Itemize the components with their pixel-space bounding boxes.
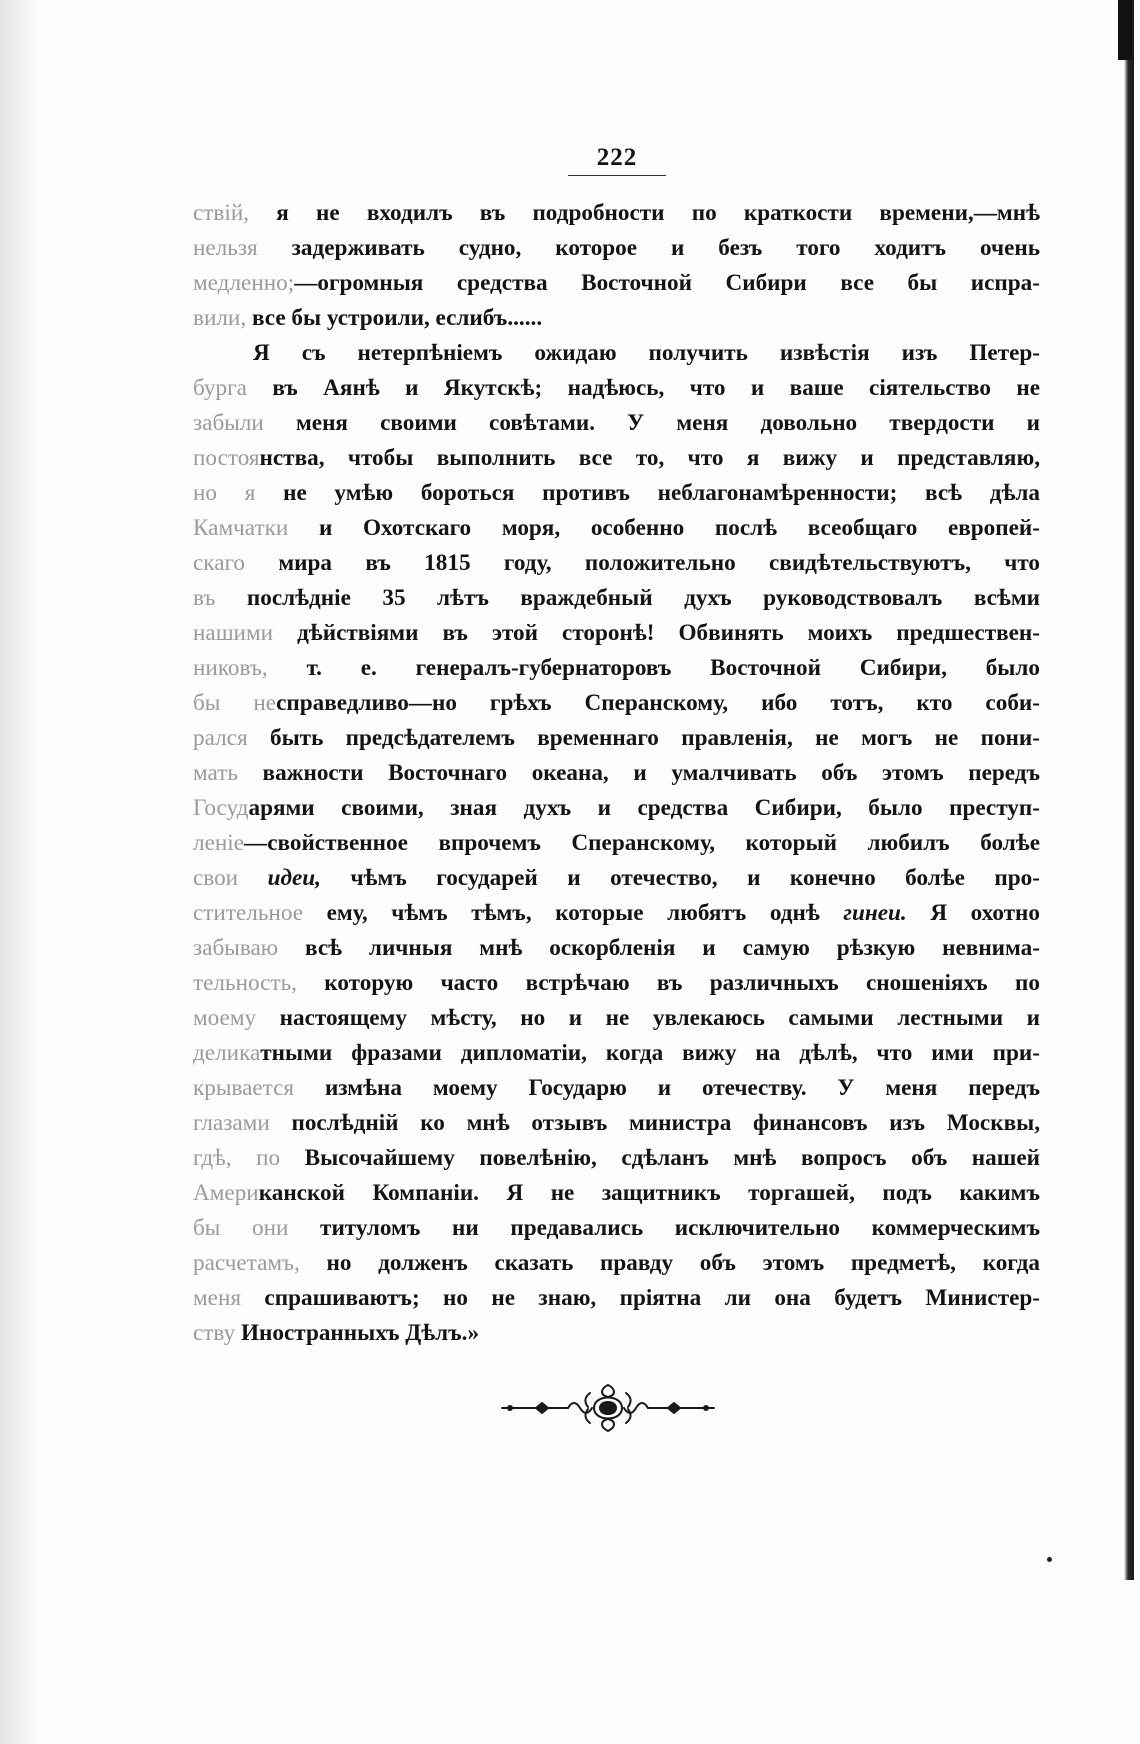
page-edge-tip (1118, 0, 1132, 60)
faded-line-start: свои (193, 865, 239, 891)
line-text: и Охотскаго моря, особенно послѣ всеобщаго европей- (288, 515, 1040, 541)
italic-word: идеи, (267, 865, 321, 891)
line-text: задерживать судно, которое и безъ того ходитъ очень (257, 235, 1040, 261)
line-text (238, 865, 267, 891)
text-line (193, 266, 1040, 301)
text-line (193, 931, 1040, 966)
line-text: титуломъ ни предавались исключительно коммерческимъ (288, 1215, 1040, 1241)
page-number: 222 (596, 144, 638, 171)
faded-line-start: Госуд (193, 795, 249, 821)
faded-line-start: крывается (193, 1075, 295, 1101)
faded-line-start: Амери (193, 1180, 259, 1206)
line-text: канской Компаніи. Я не защитникъ торгашей, подъ какимъ (258, 1180, 1040, 1206)
line-text: дѣйствіями въ этой сторонѣ! Обвинять моихъ предшествен- (273, 620, 1040, 646)
line-text: которую часто встрѣчаю въ различныхъ сношеніяхъ по (296, 970, 1040, 996)
text-line (193, 651, 1040, 686)
faded-line-start: ствій, (193, 200, 250, 226)
text-line (193, 686, 1040, 721)
faded-line-start: въ (193, 585, 216, 611)
faded-line-start: нельзя (193, 235, 258, 261)
faded-line-start: меня (193, 1285, 242, 1311)
text-line (193, 1176, 1040, 1211)
text-line (193, 861, 1040, 896)
faded-line-start: стительное (193, 900, 303, 926)
text-line (193, 196, 1040, 231)
gutter-shadow (0, 0, 42, 1744)
text-line (193, 301, 1040, 336)
italic-word: гинеи. (843, 900, 907, 926)
text-line (193, 826, 1040, 861)
text-line (193, 1281, 1040, 1316)
line-text: я не входилъ въ подробности по краткости времени,—мнѣ (249, 200, 1040, 226)
faded-line-start: гдѣ, по (193, 1145, 281, 1171)
line-text: тными фразами дипломатіи, когда вижу на дѣлѣ, что ими при- (260, 1040, 1040, 1066)
line-text: измѣна моему Государю и отечеству. У меня передъ (294, 1075, 1040, 1101)
text-line (193, 966, 1040, 1001)
text-line (193, 371, 1040, 406)
text-line (193, 896, 1040, 931)
faded-line-start: никовъ, (193, 655, 268, 681)
faded-line-start: делика (193, 1040, 261, 1066)
faded-line-start: вили, (193, 305, 247, 331)
line-text: послѣдніе 35 лѣтъ враждебный духъ руководствовалъ всѣми (215, 585, 1040, 611)
line-text: важности Восточнаго океана, и умалчивать объ этомъ передъ (237, 760, 1040, 786)
page-edge (1124, 0, 1134, 1580)
header-rule (568, 175, 666, 176)
line-text: нства, чтобы выполнить все то, что я вижу и представляю, (259, 445, 1040, 471)
page-header (568, 143, 666, 176)
faded-line-start: глазами (193, 1110, 270, 1136)
text-line (193, 336, 1040, 371)
line-text: Иностранныхъ Дѣлъ.» (235, 1320, 480, 1346)
text-line (193, 1211, 1040, 1246)
text-line (193, 1106, 1040, 1141)
faded-line-start: Камчатки (193, 515, 289, 541)
line-text: —огромныя средства Восточной Сибири все бы испра- (294, 270, 1040, 296)
faded-line-start: моему (193, 1005, 257, 1031)
text-line (193, 1071, 1040, 1106)
line-text: ему, чѣмъ тѣмъ, которые любятъ однѣ (302, 900, 844, 926)
line-text: арями своими, зная духъ и средства Сибири, было преступ- (248, 795, 1040, 821)
text-line (193, 511, 1040, 546)
line-text: т. е. генералъ-губернаторовъ Восточной Сибири, было (267, 655, 1040, 681)
text-line (193, 791, 1040, 826)
faded-line-start: забываю (193, 935, 279, 961)
text-line (193, 1141, 1040, 1176)
text-line (193, 581, 1040, 616)
body-text (193, 196, 1040, 1351)
line-text: меня своими совѣтами. У меня довольно твердости и (263, 410, 1040, 436)
text-line (193, 756, 1040, 791)
faded-line-start: бы не (193, 690, 277, 716)
faded-line-start: расчетамъ, (193, 1250, 300, 1276)
line-text: справедливо—но грѣхъ Сперанскому, ибо тотъ, кто соби- (276, 690, 1040, 716)
text-line (193, 406, 1040, 441)
line-text-rest: чѣмъ государей и отечество, и конечно болѣе про- (320, 865, 1040, 891)
line-text: —свойственное впрочемъ Сперанскому, который любилъ болѣе (244, 830, 1040, 856)
text-line (193, 1001, 1040, 1036)
text-line (193, 1246, 1040, 1281)
faded-line-start: тельность, (193, 970, 297, 996)
faded-line-start: ству (193, 1320, 236, 1346)
line-text: въ Аянѣ и Якутскѣ; надѣюсь, что и ваше сіятельство не (246, 375, 1040, 401)
faded-line-start: забыли (193, 410, 264, 436)
faded-line-start: рался (193, 725, 248, 751)
text-line (193, 1036, 1040, 1071)
line-text: Я съ нетерпѣніемъ ожидаю получить извѣстія изъ Петер- (253, 340, 1040, 366)
faded-line-start: но я (193, 480, 256, 506)
text-line (193, 1316, 1040, 1351)
text-line (193, 476, 1040, 511)
line-text: не умѣю бороться противъ неблагонамѣренности; всѣ дѣла (255, 480, 1040, 506)
faded-line-start: мать (193, 760, 238, 786)
line-text: но долженъ сказать правду объ этомъ предметѣ, когда (299, 1250, 1040, 1276)
text-line (193, 721, 1040, 756)
text-line (193, 231, 1040, 266)
text-line (193, 546, 1040, 581)
line-text: все бы устроили, еслибъ...... (246, 305, 543, 331)
text-line (193, 616, 1040, 651)
faded-line-start: скаго (193, 550, 246, 576)
line-text: спрашиваютъ; но не знаю, пріятна ли она будетъ Министер- (241, 1285, 1040, 1311)
scan-speck (1047, 1557, 1052, 1562)
typographic-flourish-icon (498, 1379, 718, 1437)
faded-line-start: леніе (193, 830, 245, 856)
faded-line-start: нашими (193, 620, 274, 646)
text-line (193, 441, 1040, 476)
line-text: всѣ личныя мнѣ оскорбленія и самую рѣзкую невнима- (278, 935, 1040, 961)
line-text: быть предсѣдателемъ временнаго правленія, не могъ не пони- (247, 725, 1040, 751)
line-text-rest: Я охотно (906, 900, 1040, 926)
faded-line-start: бурга (193, 375, 247, 401)
line-text: мира въ 1815 году, положительно свидѣтельствуютъ, что (245, 550, 1040, 576)
faded-line-start: постоя (193, 445, 260, 471)
faded-line-start: медленно; (193, 270, 295, 296)
line-text: послѣдній ко мнѣ отзывъ министра финансовъ изъ Москвы, (269, 1110, 1040, 1136)
line-text: настоящему мѣсту, но и не увлекаюсь самыми лестными и (256, 1005, 1040, 1031)
faded-line-start: бы они (193, 1215, 289, 1241)
line-text: Высочайшему повелѣнію, сдѣланъ мнѣ вопросъ объ нашей (280, 1145, 1040, 1171)
